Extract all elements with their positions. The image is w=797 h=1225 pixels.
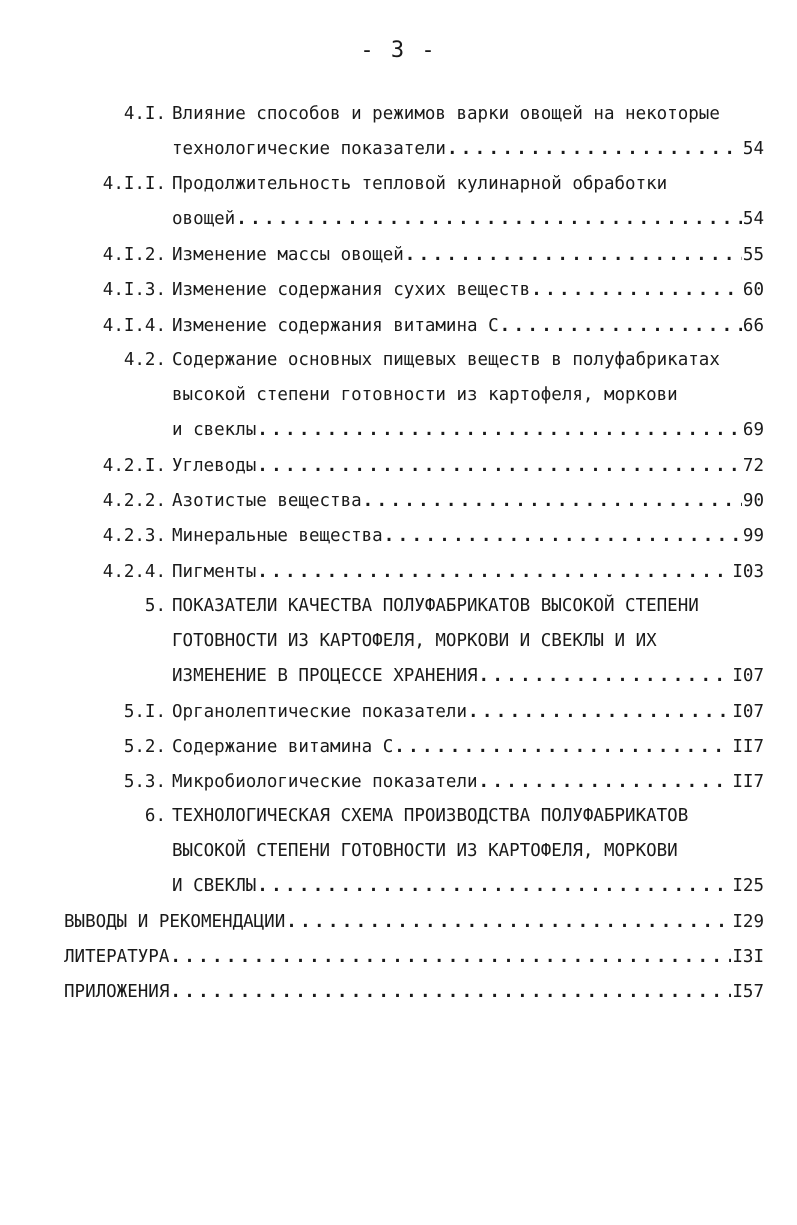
toc-entry-number: 6. (144, 806, 166, 826)
toc-entry[interactable] (172, 662, 764, 690)
toc-entry-text: Продолжительность тепловой кулинарной обработки (172, 174, 668, 194)
toc-page-number: 60 (742, 280, 764, 300)
toc-entry-number: 4.2. (123, 350, 166, 370)
toc-page-number: 69 (742, 420, 764, 440)
dot-leader (531, 276, 742, 304)
toc-entry[interactable] (172, 768, 764, 796)
toc-entry-text: ГОТОВНОСТИ ИЗ КАРТОФЕЛЯ, МОРКОВИ И СВЕКЛЫ И ИХ (172, 631, 657, 651)
toc-page-number: 66 (742, 316, 764, 336)
toc-page-number: I25 (732, 876, 764, 896)
toc-entry-text: ВЫСОКОЙ СТЕПЕНИ ГОТОВНОСТИ ИЗ КАРТОФЕЛЯ, МОРКОВИ (172, 841, 678, 861)
dot-leader (479, 768, 732, 796)
toc-page-number: 90 (742, 491, 764, 511)
toc-page-number: II7 (732, 772, 764, 792)
toc-page-number: I57 (732, 982, 764, 1002)
toc-entry-text: высокой степени готовности из картофеля, моркови (172, 385, 678, 405)
toc-entry-text: ИЗМЕНЕНИЕ В ПРОЦЕССЕ ХРАНЕНИЯ (172, 666, 478, 686)
dot-leader (170, 943, 731, 971)
dot-leader (363, 487, 742, 515)
toc-entry-text: ВЫВОДЫ И РЕКОМЕНДАЦИИ (64, 912, 286, 932)
toc-entry-text: ПОКАЗАТЕЛИ КАЧЕСТВА ПОЛУФАБРИКАТОВ ВЫСОКОЙ СТЕПЕНИ (172, 596, 699, 616)
dot-leader (257, 416, 742, 444)
toc-entry[interactable] (172, 558, 764, 586)
dot-leader (257, 558, 731, 586)
toc-page-number: I03 (732, 562, 764, 582)
toc-entry-text: Изменение содержания сухих веществ (172, 280, 531, 300)
toc-entry-number: 4.I.4. (102, 316, 166, 336)
dot-leader (257, 872, 731, 900)
toc-page-number: II7 (732, 737, 764, 757)
toc-entry[interactable] (172, 205, 764, 233)
toc-entry-number: 4.I.I. (102, 174, 166, 194)
toc-entry[interactable] (172, 241, 764, 269)
dot-leader (394, 733, 731, 761)
toc-entry[interactable] (64, 978, 764, 1006)
toc-entry-number: 5.3. (123, 772, 166, 792)
toc-entry[interactable] (64, 908, 764, 936)
toc-page-number: I3I (732, 947, 764, 967)
dot-leader (447, 135, 742, 163)
toc-entry[interactable] (172, 698, 764, 726)
dot-leader (479, 662, 732, 690)
toc-entry[interactable] (172, 312, 764, 340)
toc-entry[interactable] (172, 522, 764, 550)
toc-entry-number: 4.I. (123, 104, 166, 124)
toc-entry-number: 5. (144, 596, 166, 616)
dot-leader (500, 312, 742, 340)
toc-entry-number: 4.2.4. (102, 562, 166, 582)
toc-entry[interactable] (172, 487, 764, 515)
toc-entry-text: и свеклы (172, 420, 257, 440)
toc-entry-text: ПРИЛОЖЕНИЯ (64, 982, 170, 1002)
toc-entry-number: 4.2.2. (102, 491, 166, 511)
toc-entry[interactable] (172, 276, 764, 304)
dot-leader (286, 908, 731, 936)
toc-entry-text: овощей (172, 209, 236, 229)
toc-entry-text: Пигменты (172, 562, 257, 582)
toc-entry-text: Влияние способов и режимов варки овощей на некоторые (172, 104, 720, 124)
toc-page-number: 55 (742, 245, 764, 265)
toc-entry-text: Изменение содержания витамина С (172, 316, 499, 336)
toc-entry[interactable] (172, 416, 764, 444)
toc-entry-text: ТЕХНОЛОГИЧЕСКАЯ СХЕМА ПРОИЗВОДСТВА ПОЛУФАБРИКАТОВ (172, 806, 689, 826)
toc-entry-number: 5.I. (123, 702, 166, 722)
toc-entry-text: технологические показатели (172, 139, 446, 159)
dot-leader (170, 978, 731, 1006)
toc-entry[interactable] (172, 135, 764, 163)
dot-leader (257, 452, 742, 480)
toc-entry-text: Изменение массы овощей (172, 245, 404, 265)
toc-entry-text: Азотистые вещества (172, 491, 362, 511)
toc-entry-text: И СВЕКЛЫ (172, 876, 257, 896)
toc-page-number: I07 (732, 666, 764, 686)
toc-entry[interactable] (64, 943, 764, 971)
toc-entry-number: 4.2.3. (102, 526, 166, 546)
toc-entry-text: ЛИТЕРАТУРА (64, 947, 170, 967)
toc-entry-number: 5.2. (123, 737, 166, 757)
page-number: - 3 - (360, 38, 437, 63)
toc-entry-text: Содержание витамина С (172, 737, 394, 757)
dot-leader (405, 241, 742, 269)
toc-page-number: 54 (742, 209, 764, 229)
dot-leader (468, 698, 731, 726)
toc-entry-text: Минеральные вещества (172, 526, 383, 546)
toc-entry-text: Микробиологические показатели (172, 772, 478, 792)
toc-entry-text: Органолептические показатели (172, 702, 468, 722)
toc-page-number: I07 (732, 702, 764, 722)
toc-page-number: 54 (742, 139, 764, 159)
dot-leader (384, 522, 742, 550)
toc-entry-text: Содержание основных пищевых веществ в полуфабрикатах (172, 350, 720, 370)
toc-page-number: I29 (732, 912, 764, 932)
dot-leader (236, 205, 742, 233)
toc-entry[interactable] (172, 872, 764, 900)
toc-entry[interactable] (172, 452, 764, 480)
toc-entry[interactable] (172, 733, 764, 761)
toc-entry-text: Углеводы (172, 456, 257, 476)
toc-entry-number: 4.I.3. (102, 280, 166, 300)
toc-page-number: 99 (742, 526, 764, 546)
toc-page-number: 72 (742, 456, 764, 476)
toc-entry-number: 4.I.2. (102, 245, 166, 265)
toc-entry-number: 4.2.I. (102, 456, 166, 476)
